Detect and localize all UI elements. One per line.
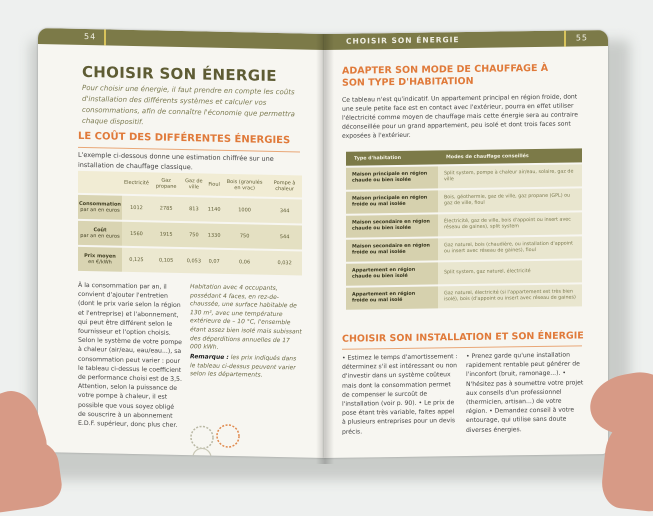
left-column-text: À la consommation par an, il convient d'ajouter l'entretien (dont le prix varie selon la région et l'entreprise) et l'abonnement, qui peut être différent selon le fournisseur et l'option choisis. Selon le système de votre pompe à chaleur (air/eau, eau/eau...), sa consommation peut varier : pour le tableau ci-dessus le coefficient de performance choisi est de 3,5. Attention, selon la puissance de votre pompe à chaleur, il est possible que vous soyez obligé de souscrire à un abonnement E.D.F. supérieur, donc plus cher. — [78, 281, 182, 429]
heating-modes: Split system, pompe à chaleur air/eau, solaire, gaz de ville — [438, 163, 582, 189]
table-row — [346, 163, 582, 190]
table-row — [346, 235, 582, 262]
heating-modes: Électricité, gaz de ville, bois d'appoint ou insert avec réseau de gaines), split system — [438, 211, 582, 237]
row-label-text: Coût — [93, 227, 107, 234]
running-head: CHOISIR SON ÉNERGIE — [346, 35, 460, 46]
section-heading-cost: LE COÛT DES DIFFÉRENTES ÉNERGIES — [78, 130, 291, 147]
row-unit: par an en euros — [80, 206, 120, 214]
header-separator — [104, 29, 106, 45]
remark — [190, 353, 302, 381]
table-cell: 1330 — [206, 223, 222, 249]
heating-modes: Split system, gaz naturel, électricité — [438, 259, 582, 285]
heating-modes: Gaz naturel, électricité (si l'appartement est très bien isolé), bois (d'appoint ou insert avec réseau de gaines) — [438, 283, 582, 308]
table-cell: 0,07 — [206, 249, 222, 274]
table-cell: 344 — [267, 198, 302, 225]
decorative-circles-icon — [188, 423, 248, 458]
table-cell: 1560 — [122, 221, 151, 248]
cost-header-cell: Electricité — [122, 172, 151, 196]
table-cell: 2785 — [151, 195, 181, 222]
row-label — [78, 246, 122, 272]
row-label — [78, 194, 122, 221]
row-label-text: Consommation — [79, 200, 121, 208]
cost-header-cell — [78, 171, 122, 195]
heating-modes: Bois, géothermie, gaz de ville, gaz propane (GPL) ou gaz de ville, fioul — [438, 187, 582, 213]
remark-label: Remarque : — [190, 353, 229, 362]
housing-header-cell: Type d'habitation — [346, 150, 438, 166]
cost-header-cell: Fioul — [206, 174, 222, 197]
table-cell: 1000 — [222, 197, 267, 224]
housing-table — [346, 148, 582, 309]
housing-type: Maison principale en région chaude ou bien isolée — [346, 165, 438, 190]
table-cell: 0,053 — [181, 248, 206, 274]
table-cell: 1915 — [151, 221, 181, 248]
table-cell: 750 — [222, 223, 267, 250]
heading-installation: CHOISIR SON INSTALLATION ET SON ÉNERGIE — [342, 330, 584, 345]
housing-type: Maison principale en région froide ou mal isolée — [346, 189, 438, 214]
section-rule — [342, 345, 582, 349]
installation-col1: • Estimez le temps d'amortissement : déterminez s'il est intéressant ou non d'investir dans un système coûteux mais dont la consommation permet de compenser le surcoût de l'installation (voir p. 90). • Le prix de pose étant très variable, faites appel à plusieurs entreprises pour un devis précis. — [342, 353, 458, 436]
table-row — [346, 211, 582, 238]
table-cell: 544 — [267, 224, 302, 251]
table-row — [346, 187, 582, 214]
table-row — [78, 246, 302, 276]
household-note: Habitation avec 4 occupants, possédant 4 faces, en rez-de-chaussée, une surface habitable de 130 m², avec une température extérieure de – 10 °C, l'ensemble étant assez bien isolé mais subissant des déperditions annuelles de 17 000 kWh. — [190, 283, 302, 351]
left-intro: Pour choisir une énergie, il faut prendre en compte les coûts d'installation des différents systèmes et calculer vos consommations, afin de connaître l'économie que permettra chaque dispositif. — [82, 83, 295, 127]
row-unit: en €/kWh — [88, 259, 112, 266]
table-cell: 1140 — [206, 197, 222, 223]
heading-adapter: ADAPTER SON MODE DE CHAUFFAGE À SON TYPE D'HABITATION — [342, 62, 549, 89]
row-unit: par an en euros — [80, 232, 120, 240]
cost-table — [78, 171, 302, 276]
right-page — [324, 30, 608, 458]
housing-header-cell: Modes de chauffage conseillés — [438, 148, 582, 165]
housing-type: Appartement en région chaude ou bien isolé — [346, 261, 438, 286]
left-header-bar — [38, 28, 324, 50]
table-cell: 0,06 — [222, 249, 267, 275]
row-label — [78, 220, 122, 247]
table-cell: 750 — [181, 222, 206, 249]
table-cell: 0,032 — [267, 250, 302, 276]
cost-section-intro: L'exemple ci-dessous donne une estimation chiffrée sur une installation de chauffage classique. — [78, 150, 274, 171]
open-book — [38, 31, 608, 464]
table-cell: 0,125 — [122, 247, 151, 273]
housing-type: Maison secondaire en région froide ou mal isolée — [346, 237, 438, 262]
cost-header-cell: Pompe à chaleur — [267, 175, 302, 199]
housing-type: Maison secondaire en région chaude ou bien isolée — [346, 213, 438, 238]
remark-text: les prix indiqués dans le tableau ci-dessus peuvent varier selon les départements. — [190, 354, 297, 379]
cost-header-cell: Gaz propane — [151, 172, 181, 196]
cost-header-cell: Gaz de ville — [181, 173, 206, 197]
left-page — [38, 28, 324, 458]
cost-header-cell: Bois (granulés en vrac) — [222, 174, 267, 198]
housing-type: Appartement en région froide ou mal isolé — [346, 285, 438, 309]
row-label-text: Prix moyen — [84, 252, 116, 260]
left-page-number: 54 — [84, 31, 97, 42]
right-page-number: 55 — [575, 33, 588, 43]
table-row — [346, 283, 582, 309]
table-cell: 0,105 — [151, 247, 181, 273]
table-cell: 1012 — [122, 195, 151, 222]
left-title: CHOISIR SON ÉNERGIE — [82, 62, 277, 86]
table-row — [346, 259, 582, 286]
table-cell: 813 — [181, 196, 206, 223]
heating-modes: Gaz naturel, bois (chaudière, ou installation d'appoint ou insert avec réseau de gaines), fioul — [438, 235, 582, 261]
right-header-bar — [324, 30, 608, 50]
header-separator — [564, 31, 566, 47]
right-intro: Ce tableau n'est qu'indicatif. Un appartement principal en région froide, dont une seule petite face est en contact avec l'extérieur, pourra en effet utiliser l'électricité comme moyen de chauffage mais cette énergie sera au contraire déconseillée pour un grand appartement, peu isolé et dont trois faces sont exposées à l'extérieur. — [342, 93, 578, 140]
installation-col2: • Prenez garde qu'une installation rapidement rentable peut générer de l'inconfort (bruit, ramonage...). • N'hésitez pas à soumettre votre projet aux conseils d'un professionnel (thermicien, artisan...) de votre région. • Demandez conseil à votre entourage, qui utilise sans doute diverses énergies. — [466, 351, 584, 434]
